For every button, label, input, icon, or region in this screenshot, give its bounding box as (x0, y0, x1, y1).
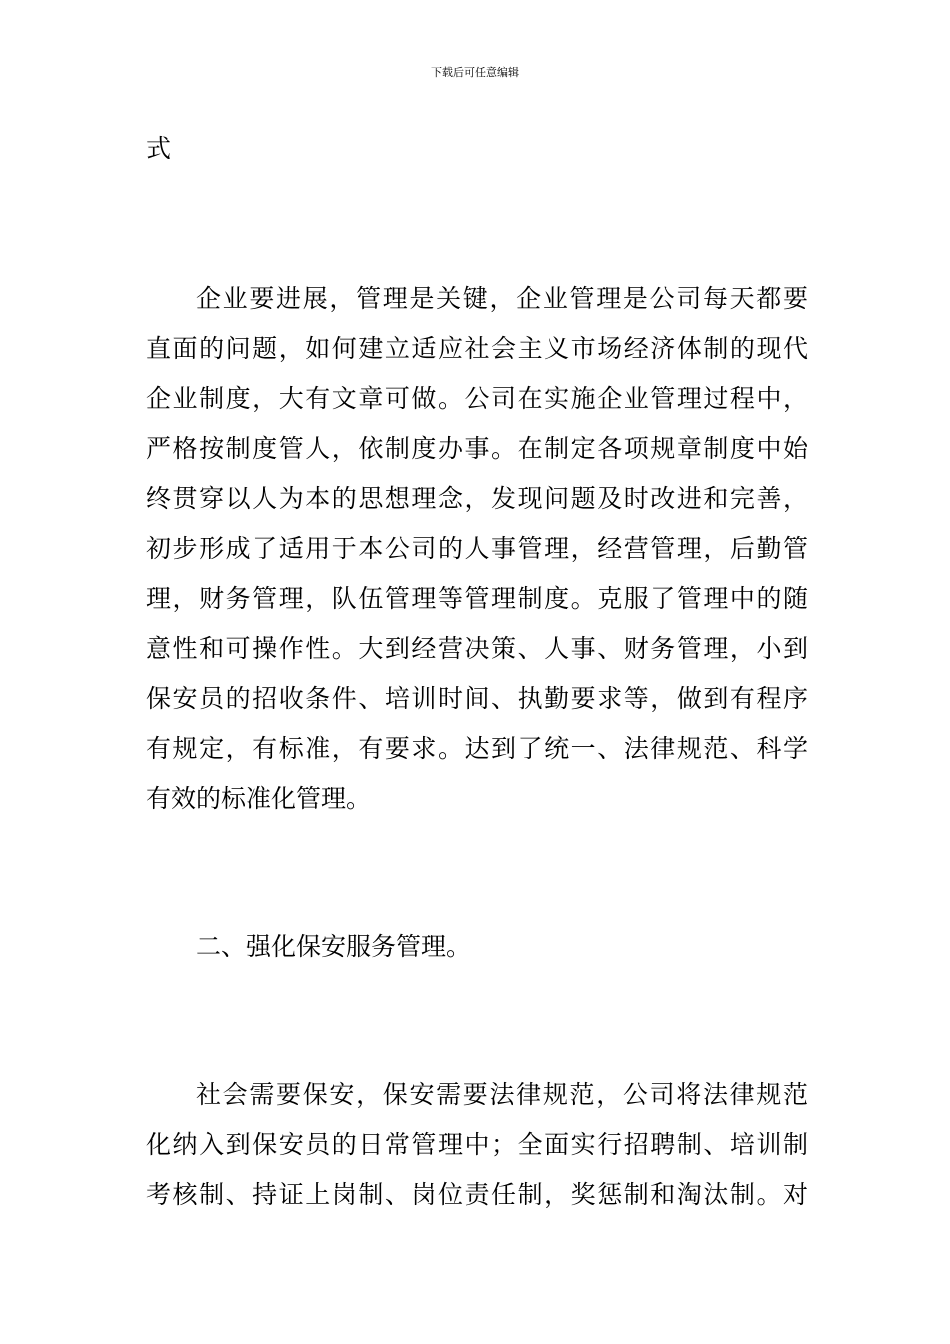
text-line: 有规定，有标准，有要求。达到了统一、法律规范、科学 (146, 734, 808, 763)
text-line: 社会需要保安，保安需要法律规范，公司将法律规范 (196, 1080, 808, 1109)
text-line: 考核制、持证上岗制、岗位责任制，奖惩制和淘汰制。对 (146, 1180, 808, 1209)
section-heading (146, 922, 808, 972)
section-heading-text: 二、强化保安服务管理。 (196, 932, 472, 961)
text-line: 式 (146, 134, 172, 163)
top-fragment (146, 124, 808, 174)
text-line: 终贯穿以人为本的思想理念，发现问题及时改进和完善， (146, 484, 808, 513)
text-line: 有效的标准化管理。 (146, 784, 372, 813)
text-line: 企业要进展，管理是关键，企业管理是公司每天都要 (196, 284, 808, 313)
paragraph-management (146, 274, 808, 824)
page-header (0, 66, 950, 80)
text-line: 保安员的招收条件、培训时间、执勤要求等，做到有程序 (146, 684, 808, 713)
paragraph-security-service (146, 1070, 808, 1220)
page-header-text: 下载后可任意编辑 (431, 66, 519, 79)
text-line: 严格按制度管人，依制度办事。在制定各项规章制度中始 (146, 434, 808, 463)
text-line: 初步形成了适用于本公司的人事管理，经营管理，后勤管 (146, 534, 808, 563)
text-line: 企业制度，大有文章可做。公司在实施企业管理过程中， (146, 384, 808, 413)
text-line: 化纳入到保安员的日常管理中；全面实行招聘制、培训制 (146, 1130, 808, 1159)
text-line: 理，财务管理，队伍管理等管理制度。克服了管理中的随 (146, 584, 808, 613)
text-line: 意性和可操作性。大到经营决策、人事、财务管理，小到 (146, 634, 808, 663)
text-line: 直面的问题，如何建立适应社会主义市场经济体制的现代 (146, 334, 808, 363)
